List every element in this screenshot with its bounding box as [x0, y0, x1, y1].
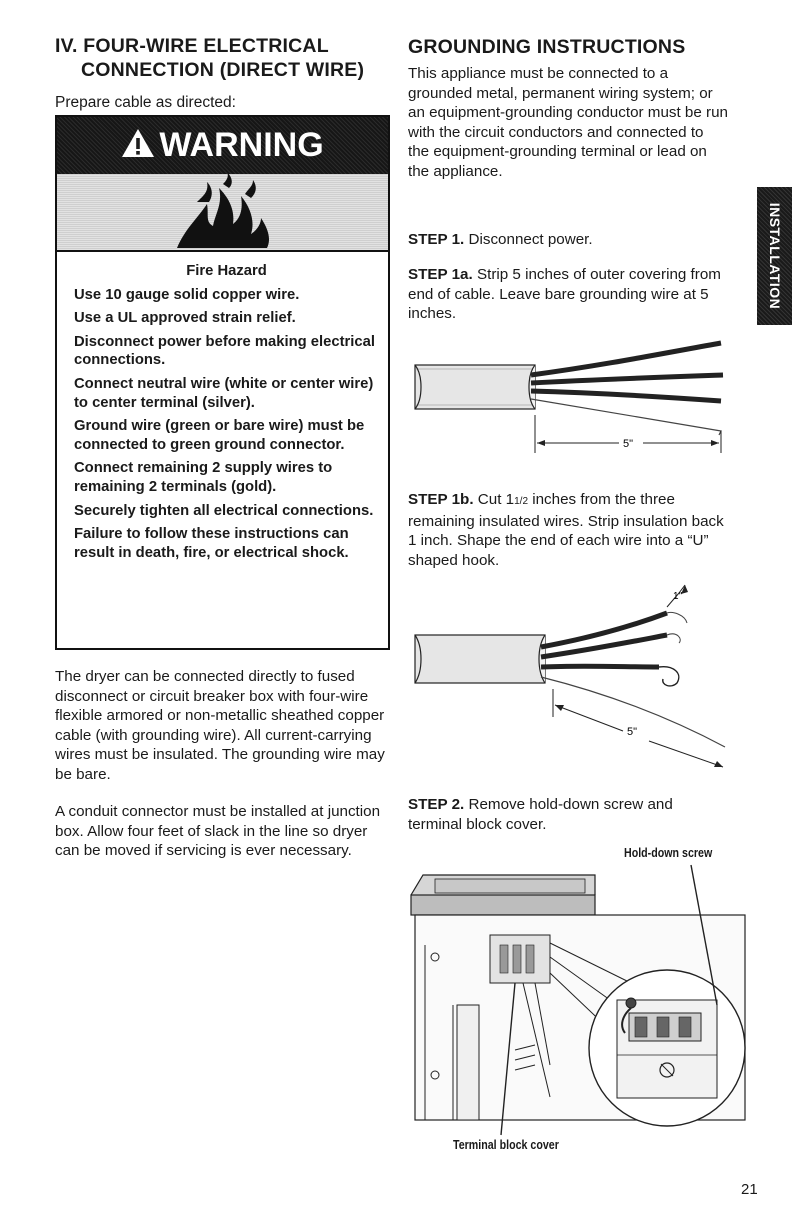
step-1b-text-after: inches from the three remaining insulated wires. Strip insulation back 1 inch. Shape the end of each wire into a “U” shaped hook.	[408, 491, 724, 569]
step-2	[408, 795, 728, 834]
installation-side-tab	[757, 187, 792, 325]
dryer-connection-text	[55, 667, 390, 785]
step-1b	[408, 490, 728, 570]
step-1-text: Disconnect power.	[468, 231, 593, 248]
step-1b-fraction: 1/2	[514, 496, 529, 507]
section-heading-line1: IV. FOUR-WIRE ELECTRICAL	[55, 35, 329, 57]
step-2-text: Remove hold-down screw and terminal block cover.	[408, 796, 673, 833]
section-heading-line2: CONNECTION (DIRECT WIRE)	[81, 59, 365, 81]
step-1a-text: Strip 5 inches of outer covering from end of cable. Leave bare grounding wire at 5 inches.	[408, 266, 721, 323]
warning-item: Securely tighten all electrical connections.	[74, 502, 374, 519]
step-1a	[408, 265, 728, 324]
warning-content	[74, 262, 379, 567]
page-number: 21	[741, 1181, 758, 1198]
dimension-5in-label-2: 5"	[627, 726, 638, 738]
side-tab-label: INSTALLATION	[766, 202, 783, 310]
fire-area	[57, 174, 388, 252]
warning-item: Use 10 gauge solid copper wire.	[74, 286, 300, 303]
step-1b-label: STEP 1b.	[408, 491, 474, 508]
prepare-cable-text: Prepare cable as directed:	[55, 94, 236, 111]
step-1	[408, 230, 728, 250]
dimension-1in-label: 1"	[673, 591, 683, 602]
step-1-label: STEP 1.	[408, 231, 465, 248]
dimension-5in-label: 5"	[623, 438, 634, 450]
warning-item: Connect remaining 2 supply wires to remaining 2 terminals (gold).	[74, 460, 333, 495]
grounding-text: This appliance must be connected to a grounded metal, permanent wiring system; or an equipment-grounding conductor must be run with the circuit conductors and connected to the equipment-grounding terminal or lead on the appliance.	[408, 65, 728, 180]
step-1b-text-before: Cut 1	[477, 491, 515, 508]
warning-item: Connect neutral wire (white or center wire) to center terminal (silver).	[74, 375, 374, 411]
terminal-block-cover-label: Terminal block cover	[453, 1137, 559, 1152]
dryer-connection-paragraph: The dryer can be connected directly to fused disconnect or circuit breaker box with four-wire flexible armored or non-metallic sheathed copper cable (with grounding wire). All current-carrying wires must be insulated. The grounding wire may be bare.	[55, 668, 385, 783]
grounding-heading: GROUNDING INSTRUCTIONS	[408, 36, 686, 58]
warning-item: Use a UL approved strain relief.	[74, 310, 296, 327]
stripped-cable-figure	[405, 335, 735, 455]
warning-title: Fire Hazard	[186, 263, 267, 279]
step-2-label: STEP 2.	[408, 796, 465, 813]
step-1a-label: STEP 1a.	[408, 266, 473, 283]
warning-item: Disconnect power before making electrical connections.	[74, 333, 375, 369]
conduit-connector-text	[55, 802, 390, 861]
warning-triangle-icon	[121, 119, 155, 176]
warning-item: Ground wire (green or bare wire) must be connected to green ground connector.	[74, 418, 365, 453]
fire-icon	[57, 174, 388, 250]
warning-banner-label: WARNING	[159, 126, 324, 164]
conduit-connector-paragraph: A conduit connector must be installed at junction box. Allow four feet of slack in the line so dryer can be moved if servicing is ever necessary.	[55, 803, 381, 860]
section-heading	[55, 34, 385, 82]
terminal-block-figure	[405, 865, 750, 1135]
hooked-wires-figure	[405, 585, 735, 780]
warning-box	[55, 115, 390, 650]
hold-down-screw-label: Hold-down screw	[624, 845, 713, 860]
warning-banner	[57, 117, 388, 174]
warning-item: Failure to follow these instructions can result in death, fire, or electrical shock.	[74, 526, 349, 561]
